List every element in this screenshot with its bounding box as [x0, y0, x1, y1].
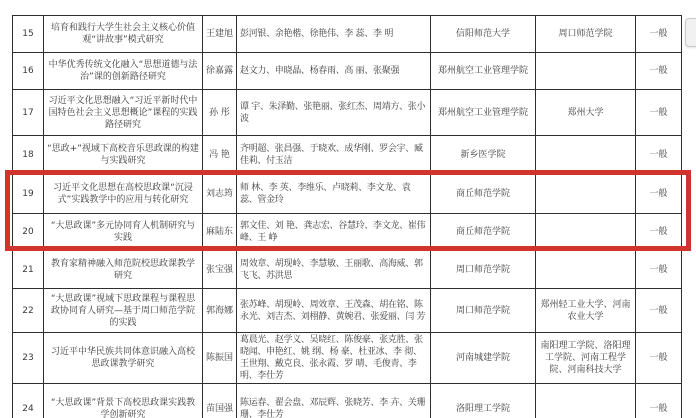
partner-institution	[536, 136, 636, 174]
project-members: 谭 宇、朱泽勤、张艳丽、张红杰、周靖方、张小波	[237, 90, 431, 136]
table-row	[13, 90, 682, 136]
table-row	[13, 251, 682, 289]
grade-label: 一般	[636, 251, 682, 289]
project-members: 郭文佳、刘 艳、龚志宏、谷慧玲、李文龙、崔伟峰、王 峥	[237, 214, 431, 251]
partner-institution	[536, 174, 636, 214]
project-leader: 张宝强	[203, 251, 237, 289]
partner-institution: 南阳理工学院、洛阳理工学院、河南工程学院、河南科技大学	[536, 333, 636, 384]
project-title: 习近平文化思想在高校思政课“沉浸式”实践教学中的应用与转化研究	[44, 174, 203, 214]
project-title: 中华优秀传统文化融入“思想道德与法治”课的创新路径研究	[44, 53, 203, 90]
grade-label: 一般	[636, 289, 682, 333]
row-number: 15	[13, 16, 44, 53]
host-institution: 新乡医学院	[431, 136, 536, 174]
row-number: 17	[13, 90, 44, 136]
host-institution: 洛阳理工学院	[431, 384, 536, 418]
project-members: 陈运春、翟会盘、邓辰辉、张晓芳、李 卉、关珊珊、李仕芳	[237, 384, 431, 418]
project-leader: 陈振国	[203, 333, 237, 384]
scrollbar-thumb[interactable]	[685, 18, 696, 47]
project-title: “大思政课”多元协同育人机制研究与实践	[44, 214, 203, 251]
project-title: “大思政课”视域下思政课程与课程思政协同育人研究—基于周口师范学院的实践	[44, 289, 203, 333]
table-row	[13, 53, 682, 90]
host-institution: 周口师范学院	[431, 289, 536, 333]
host-institution: 商丘师范学院	[431, 174, 536, 214]
grade-label: 一般	[636, 384, 682, 418]
row-number: 21	[13, 251, 44, 289]
project-title: 教育家精神融入师范院校思政课教学研究	[44, 251, 203, 289]
project-leader: 王建旭	[203, 16, 237, 53]
host-institution: 郑州航空工业管理学院	[431, 53, 536, 90]
project-members: 彭河银、余艳楷、徐艳伟、李 蕊、李 明	[237, 16, 431, 53]
project-members: 葛晨光、赵学义、吴晓红、陈俊豪、张克胜、张晓闻、申艳红、姚 纲、杨 豪、杜亚冰、李 彻、王世翔、戴克良、张永霞、罗 晴、毛俊青、李 明、李仕芳	[237, 333, 431, 384]
row-number: 20	[13, 214, 44, 251]
partner-institution: 周口师范学院	[536, 16, 636, 53]
grade-label: 一般	[636, 136, 682, 174]
partner-institution	[536, 251, 636, 289]
project-members: 师 林、李 英、李维乐、卢晓莉、李文龙、袁 蕊、管金玲	[237, 174, 431, 214]
table-row	[13, 214, 682, 251]
projects-table	[12, 15, 682, 418]
table-row	[13, 16, 682, 53]
table-row	[13, 136, 682, 174]
partner-institution: 郑州大学	[536, 90, 636, 136]
grade-label: 一般	[636, 174, 682, 214]
project-members: 齐明超、张昌强、于晓欢、成华刚、罗会宇、臧佳莉、付玉洁	[237, 136, 431, 174]
host-institution: 郑州航空工业管理学院	[431, 90, 536, 136]
table-row	[13, 289, 682, 333]
project-leader: 苗国强	[203, 384, 237, 418]
grade-label: 一般	[636, 333, 682, 384]
project-members: 周效章、胡现岭、李慧敏、王丽歌、高海威、郭飞飞、苏洪思	[237, 251, 431, 289]
project-title: 习近平文化思想融入“习近平新时代中国特色社会主义思想概论”课程的实践路径研究	[44, 90, 203, 136]
grade-label: 一般	[636, 214, 682, 251]
host-institution: 周口师范学院	[431, 251, 536, 289]
row-number: 19	[13, 174, 44, 214]
project-title: 习近平中华民族共同体意识融入高校思政课教学研究	[44, 333, 203, 384]
project-members: 张苏峰、胡现岭、周效章、王茂森、胡在铭、陈永光、刘吉杰、刘栩静、黄婉君、张爱丽、闫 芳	[237, 289, 431, 333]
grade-label: 一般	[636, 53, 682, 90]
partner-institution	[536, 214, 636, 251]
project-leader: 徐嘉露	[203, 53, 237, 90]
partner-institution	[536, 384, 636, 418]
table-row	[13, 333, 682, 384]
project-title: “思政+”视域下高校音乐思政课的构建与实践研究	[44, 136, 203, 174]
project-members: 赵文力、申晓晶、杨春雨、高 丽、张聚强	[237, 53, 431, 90]
grade-label: 一般	[636, 90, 682, 136]
row-number: 18	[13, 136, 44, 174]
table-row	[13, 174, 682, 214]
row-number: 24	[13, 384, 44, 418]
partner-institution	[536, 53, 636, 90]
project-leader: 冯 艳	[203, 136, 237, 174]
project-title: “大思政课”背景下高校思政课实践教学创新研究	[44, 384, 203, 418]
row-number: 16	[13, 53, 44, 90]
host-institution: 信阳师范大学	[431, 16, 536, 53]
host-institution: 商丘师范学院	[431, 214, 536, 251]
project-title: 培育和践行大学生社会主义核心价值观“讲故事”模式研究	[44, 16, 203, 53]
project-leader: 麻陆东	[203, 214, 237, 251]
project-leader: 郭海娜	[203, 289, 237, 333]
row-number: 22	[13, 289, 44, 333]
project-leader: 刘志筠	[203, 174, 237, 214]
project-leader: 孙 彤	[203, 90, 237, 136]
partner-institution: 郑州轻工业大学、河南农业大学	[536, 289, 636, 333]
host-institution: 河南城建学院	[431, 333, 536, 384]
row-number: 23	[13, 333, 44, 384]
table-row	[13, 384, 682, 418]
grade-label: 一般	[636, 16, 682, 53]
